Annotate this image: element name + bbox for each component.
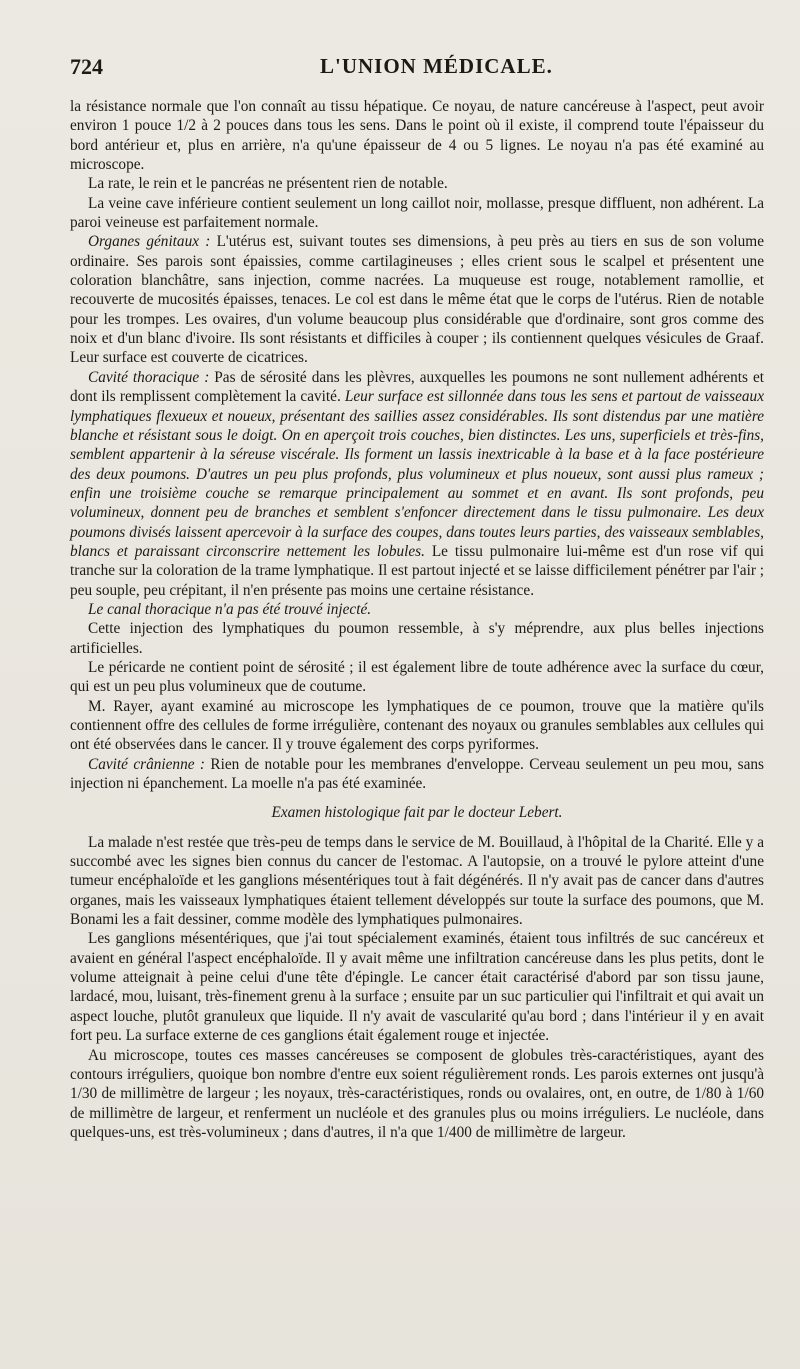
paragraph bbox=[70, 755, 764, 794]
paragraph bbox=[70, 194, 764, 233]
page-number: 724 bbox=[70, 54, 103, 79]
text-run: Rien de notable pour les membranes d'enveloppe. Cerveau seulement un peu mou, sans injection ni épanchement. La moelle n'a pas été examinée. bbox=[70, 755, 764, 793]
text-run: Cette injection des lymphatiques du poumon ressemble, à s'y méprendre, aux plus belles injections artificielles. bbox=[70, 620, 764, 657]
paragraph bbox=[70, 1046, 764, 1143]
italic-text: Leur surface est sillonnée dans tous les sens et partout de vaisseaux lymphatiques flexueux et noueux, présentant des saillies assez considérables. Ils sont distendus par une matière blanche et résistant sous le doigt. On en aperçoit trois couches, bien distinctes. Les uns, superficiels et très-fins, semblent appartenir à la séreuse viscérale. Ils forment un lassis inextricable à la base et à la face postérieure des deux poumons. D'autres un peu plus profonds, plus volumineux et plus noueux, sont aussi plus rameux ; enfin une troisième couche se remarque principalement au sommet et en avant. Ils sont profonds, peu volumineux, donnent peu de branches et semblent s'enfoncer directement dans le tissu pulmonaire. Les deux poumons divisés laissent apercevoir à la surface des coupes, dans toutes leurs parties, des vaisseaux semblables, blancs et paraissant circonscrire nettement les lobules. bbox=[70, 388, 764, 560]
paragraph bbox=[70, 600, 764, 619]
running-head bbox=[70, 44, 764, 85]
journal-title: L'UNION MÉDICALE. bbox=[320, 54, 553, 78]
paragraph bbox=[70, 174, 764, 193]
paragraph bbox=[70, 619, 764, 658]
text-run: La malade n'est restée que très-peu de temps dans le service de M. Bouillaud, à l'hôpital de la Charité. Elle y a succombé avec les signes bien connus du cancer de l'estomac. A l'autopsie, on a trouvé le pylore atteint d'une tumeur encéphaloïde et les ganglions mésentériques tout à fait dégénérés. Il n'y avait pas de cancer dans d'autres organes, mais les vaisseaux lymphatiques étaient tellement développés sur toute la surface des poumons, que M. Bonami les a fait dessiner, comme modèle des lymphatiques pulmonaires. bbox=[70, 833, 764, 929]
paragraph bbox=[70, 929, 764, 1045]
text-run: L'utérus est, suivant toutes ses dimensions, à peu près au tiers en sus de son volume ordinaire. Ses parois sont épaissies, comme cartilagineuses ; elles crient sous le scalpel et présentent une coloration blanchâtre, sans injection, comme nacrées. La muqueuse est rouge, notablement ramollie, et recouverte de mucosités épaisses, tenaces. Le col est dans le même état que le corps de l'utérus. Rien de notable pour les trompes. Les ovaires, d'un volume beaucoup plus considérable que d'ordinaire, sont gros comme des noix et d'un blanc d'ivoire. Ils sont résistants et difficiles à couper ; ils contiennent quelques vésicules de Graaf. Leur surface est couverte de cicatrices. bbox=[70, 233, 764, 367]
text-run: Le tissu pulmonaire lui-même est d'un rose vif qui tranche sur la coloration de la trame lymphatique. Il est partout injecté et se laisse difficilement pénétrer par l'air ; peu souple, peu crépitant, il n'en présente pas moins une certaine résistance. bbox=[70, 542, 765, 599]
text-run: Les ganglions mésentériques, que j'ai tout spécialement examinés, étaient tous infiltrés de suc cancéreux et avaient en général l'aspect encéphaloïde. Il y avait même une infiltration cancéreuse dans les plus petits, dont le volume atteignait à peine celui d'une tête d'épingle. Le cancer était caractérisé d'abord par son tissu jaune, lardacé, mou, luisant, très-finement grenu à la surface ; ensuite par un suc particulier qui l'infiltrait et qui avait un aspect louche, plutôt granuleux que liquide. Il n'y avait de vascularité qu'au bord ; dans l'intérieur il y en avait fort peu. La surface externe de ces ganglions était également rouge et injectée. bbox=[70, 930, 764, 1045]
text-run: Pas de sérosité dans les plèvres, auxquelles les poumons ne sont nullement adhérents et dont ils remplissent complètement la cavité. bbox=[70, 368, 764, 406]
paragraph bbox=[70, 833, 764, 930]
paragraph bbox=[70, 368, 764, 600]
italic-text: Cavité crânienne : bbox=[88, 755, 206, 773]
paragraph bbox=[70, 658, 764, 697]
text-run: M. Rayer, ayant examiné au microscope les lymphatiques de ce poumon, trouve que la matière qu'ils contiennent offre des cellules de forme irrégulière, contenant des noyaux ou granules semblables aux cellules qui ont été observées dans le cancer. Il y trouve également des corps pyriformes. bbox=[70, 697, 764, 754]
paragraph bbox=[70, 232, 764, 367]
text-run: Le péricarde ne contient point de sérosité ; il est également libre de toute adhérence avec la surface du cœur, qui est un peu plus volumineux que de coutume. bbox=[70, 658, 764, 696]
paragraph bbox=[70, 697, 764, 755]
text-run: La veine cave inférieure contient seulement un long caillot noir, mollasse, presque diffluent, non adhérent. La paroi veineuse est parfaitement normale. bbox=[70, 194, 764, 232]
article-body bbox=[70, 97, 764, 1142]
italic-text: Le canal thoracique n'a pas été trouvé injecté. bbox=[88, 600, 372, 618]
italic-text: Organes génitaux : bbox=[88, 233, 211, 251]
text-run: La rate, le rein et le pancréas ne présentent rien de notable. bbox=[88, 175, 448, 193]
text-run: la résistance normale que l'on connaît au tissu hépatique. Ce noyau, de nature cancéreuse à l'aspect, peut avoir environ 1 pouce 1/2 à 2 pouces dans tous les sens. Dans le point où il existe, il comprend toute l'épaisseur du bord antérieur et, plus en arrière, n'a qu'une épaisseur de 4 ou 5 lignes. Le noyau n'a pas été examiné au microscope. bbox=[70, 98, 764, 174]
section-heading bbox=[70, 803, 764, 822]
italic-text: Examen histologique fait par le docteur Lebert. bbox=[271, 804, 563, 822]
paragraph bbox=[70, 97, 764, 174]
italic-text: Cavité thoracique : bbox=[88, 368, 210, 386]
text-run: Au microscope, toutes ces masses cancéreuses se composent de globules très-caractéristiques, ayant des contours irréguliers, quoique bon nombre d'entre eux soient régulièrement ronds. Les parois externes ont jusqu'à 1/30 de millimètre de largeur ; les noyaux, très-caractéristiques, ronds ou ovalaires, ont, en outre, de 1/80 à 1/60 de millimètre de largeur, et renferment un nucléole et des granules plus ou moins irréguliers. Le nucléole, dans quelques-uns, est très-volumineux ; dans d'autres, il n'a que 1/400 de millimètre de largeur. bbox=[70, 1046, 764, 1141]
